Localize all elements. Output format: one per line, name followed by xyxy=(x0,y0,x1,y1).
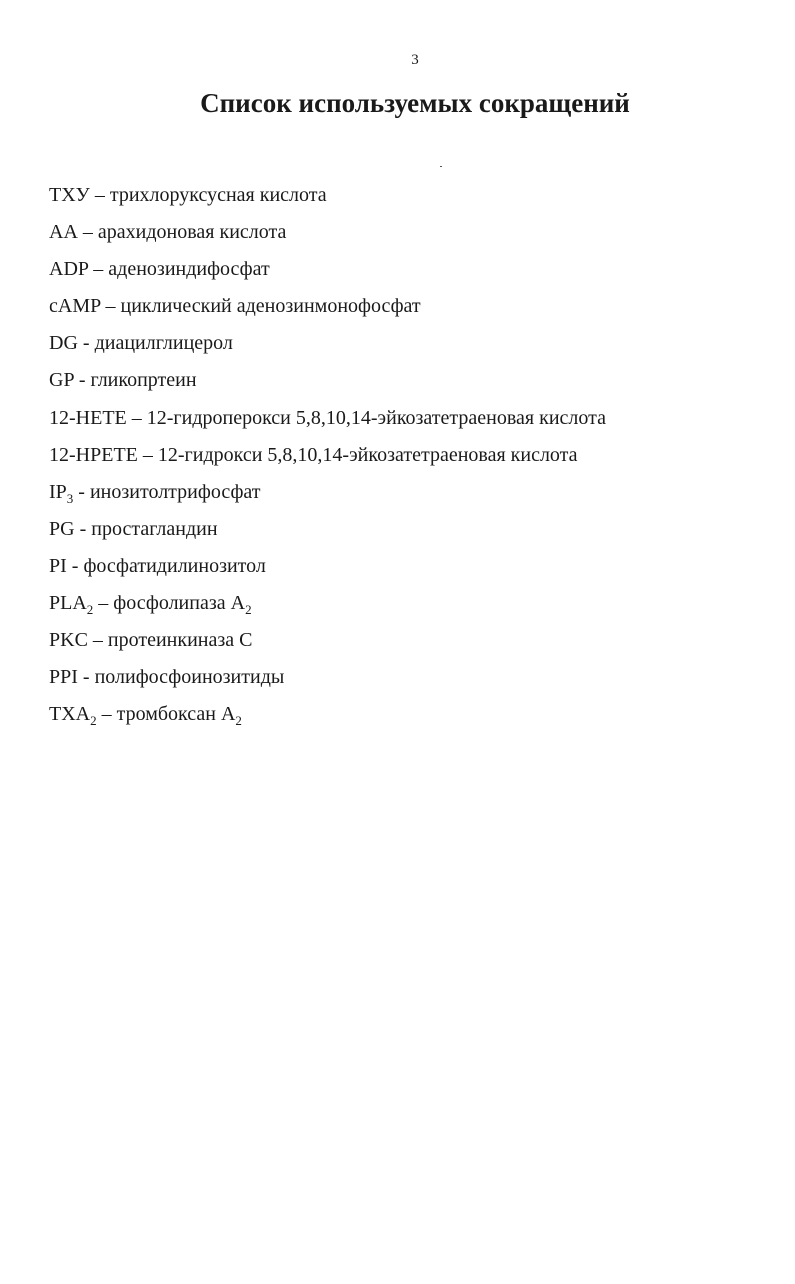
abbreviation-definition: простагландин xyxy=(91,517,218,540)
abbreviation-term: ADP xyxy=(49,258,89,281)
abbreviation-term: АА xyxy=(49,221,78,244)
abbreviation-definition: трихлоруксусная кислота xyxy=(109,184,327,206)
abbreviation-item xyxy=(49,551,606,588)
separator: - xyxy=(73,480,90,503)
abbreviation-definition: фосфатидилинозитол xyxy=(83,554,266,577)
abbreviation-definition: 12-гидроперокси 5,8,10,14-эйкозатетраеновая кислота xyxy=(146,406,606,429)
separator: – xyxy=(88,258,109,281)
separator: - xyxy=(77,666,95,689)
separator: – xyxy=(100,295,121,318)
separator: - xyxy=(77,332,95,355)
abbreviation-term: ТХУ xyxy=(49,184,90,206)
separator: – xyxy=(137,443,158,466)
abbreviation-definition: тромбоксан А xyxy=(116,703,236,726)
abbreviation-item xyxy=(49,328,606,365)
abbreviation-term: 12-HETE xyxy=(49,406,127,429)
abbreviation-item xyxy=(49,180,606,217)
abbreviation-definition: полифосфоинозитиды xyxy=(94,666,285,689)
definition-subscript: 2 xyxy=(245,602,252,618)
term-subscript: 3 xyxy=(66,490,74,506)
abbreviation-term: PLA xyxy=(49,592,87,615)
abbreviation-definition: протеинкиназа С xyxy=(107,629,253,652)
abbreviation-definition: арахидоновая кислота xyxy=(97,221,287,244)
abbreviation-term: GP xyxy=(49,369,74,392)
abbreviation-term: 12-HPETE xyxy=(49,443,138,466)
abbreviation-list xyxy=(49,180,606,736)
separator: – xyxy=(126,406,147,429)
abbreviation-item xyxy=(49,662,606,699)
abbreviation-definition: циклический аденозинмонофосфат xyxy=(120,295,421,318)
abbreviation-item xyxy=(49,440,606,477)
separator: – xyxy=(96,703,117,726)
abbreviation-item xyxy=(49,217,606,254)
separator: – xyxy=(93,592,114,615)
separator: – xyxy=(77,221,98,244)
separator: – xyxy=(89,184,110,206)
separator: – xyxy=(87,629,108,652)
abbreviation-item xyxy=(49,699,606,736)
abbreviation-term: PPI xyxy=(49,666,78,689)
abbreviation-term: TXA xyxy=(49,703,91,726)
abbreviation-term: PG xyxy=(49,517,75,540)
abbreviation-item xyxy=(49,477,606,514)
abbreviation-definition: 12-гидрокси 5,8,10,14-эйкозатетраеновая кислота xyxy=(157,443,578,466)
abbreviation-item xyxy=(49,625,606,662)
page-title: Список используемых сокращений xyxy=(200,88,630,118)
abbreviation-definition: инозитолтрифосфат xyxy=(89,480,261,503)
abbreviation-term: PI xyxy=(49,554,67,577)
abbreviation-definition: аденозиндифосфат xyxy=(108,258,270,281)
abbreviation-item xyxy=(49,514,606,551)
page-number: 3 xyxy=(411,52,419,68)
abbreviation-item xyxy=(49,403,606,440)
term-subscript: 2 xyxy=(90,713,97,729)
abbreviation-term: cAMP xyxy=(49,295,101,318)
abbreviation-term: PKC xyxy=(49,629,88,652)
separator: - xyxy=(66,554,84,577)
definition-subscript: 2 xyxy=(235,713,242,729)
separator: - xyxy=(74,517,92,540)
abbreviation-term: DG xyxy=(49,332,78,355)
abbreviation-definition: фосфолипаза А xyxy=(113,592,246,615)
abbreviation-item xyxy=(49,365,606,402)
abbreviation-term: IP xyxy=(49,480,67,503)
abbreviation-item xyxy=(49,588,606,625)
abbreviation-definition: гликопртеин xyxy=(90,369,197,392)
separator: - xyxy=(73,369,91,392)
scan-speck xyxy=(440,166,442,167)
abbreviation-item xyxy=(49,291,606,328)
term-subscript: 2 xyxy=(86,602,94,618)
abbreviation-definition: диацилглицерол xyxy=(94,332,233,355)
abbreviation-item xyxy=(49,254,606,291)
